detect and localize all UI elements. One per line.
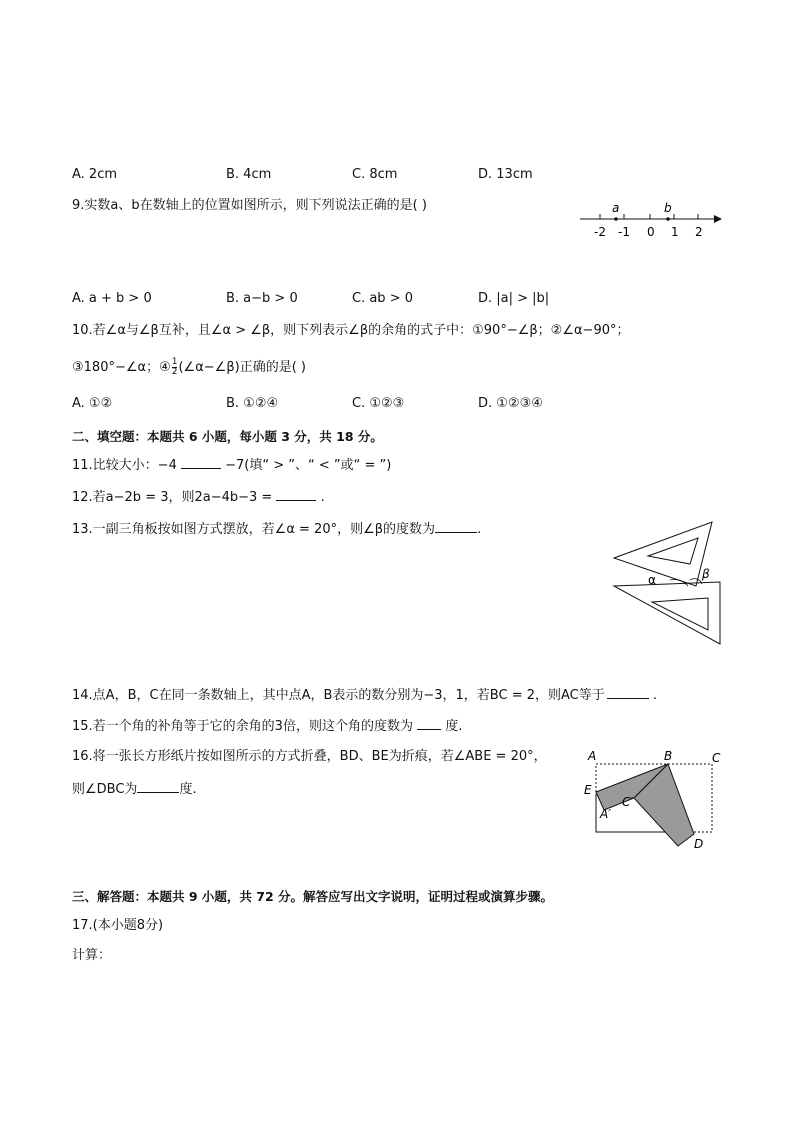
q9-option-b: B. a−b > 0 [226,291,298,306]
q16-line2-part2: 度. [179,782,197,797]
q12 [72,488,325,507]
q14 [72,686,657,705]
answer-blank[interactable] [276,488,316,501]
q10-stem-part2: (∠α−∠β)正确的是( ) [178,360,306,375]
q15-tail: 度. [445,719,463,734]
tick-label: -1 [618,225,630,239]
answer-blank[interactable] [137,780,179,793]
q14-stem: 14.点A，B，C在同一条数轴上，其中点A，B表示的数分别为−3，1，若BC = 2，则AC等于 [72,688,605,703]
q13-tail: . [477,522,482,537]
q10-option-a: A. ①② [72,396,113,411]
q10-option-c: C. ①②③ [352,396,405,411]
q16-line2-part1: 则∠DBC为 [72,782,138,797]
section-3-heading: 三、解答题：本题共 9 小题，共 72 分。解答应写出文字说明，证明过程或演算步骤。 [72,889,554,904]
label-A-prime: A′ [600,807,611,821]
q8-option-a: A. 2cm [72,167,118,182]
q13 [72,520,481,539]
q14-tail: . [652,688,658,703]
q15-stem: 15.若一个角的补角等于它的余角的3倍，则这个角的度数为 [72,719,413,734]
q15 [72,717,462,736]
q10-stem-line2 [72,358,306,377]
label-C: C [712,751,721,765]
label-C-prime: C′ [622,795,634,809]
q9-option-d: D. |a| > |b| [478,291,550,306]
q9-option-c: C. ab > 0 [352,291,413,306]
q8-option-c: C. 8cm [352,167,398,182]
label-A: A [588,749,597,763]
section-2-heading: 二、填空题：本题共 6 小题，每小题 3 分，共 18 分。 [72,429,383,444]
tick-label: 1 [671,225,679,239]
q10-fraction [172,358,178,377]
beta-label: β [702,567,710,581]
q9-option-a: A. a + b > 0 [72,291,152,306]
fraction-numerator: 1 [171,357,178,367]
alpha-label: α [648,573,656,587]
q8-option-b: B. 4cm [226,167,272,182]
label-E: E [584,783,592,797]
q17-sub: 计算： [72,948,112,963]
q11-part1: 11.比较大小：−4 [72,458,177,473]
triangle-rulers-figure [608,518,726,650]
q11-part2: −7(填“ > ”、“ < ”或“ = ”) [225,458,392,473]
tick-label: 0 [647,225,655,239]
label-D: D [694,837,704,850]
q10-option-d: D. ①②③④ [478,396,543,411]
point-a-label: a [612,201,620,215]
answer-blank[interactable] [181,456,221,469]
fraction-denominator: 2 [171,367,178,377]
folded-paper-figure [582,746,728,850]
q16-line2 [72,780,197,799]
point-b-label: b [664,201,672,215]
number-line-figure [576,198,726,242]
q10-stem-line1: 10.若∠α与∠β互补，且∠α > ∠β，则下列表示∠β的余角的式子中：①90°−∠β；②∠α−90°； [72,323,630,338]
label-B: B [664,749,673,763]
q10-option-b: B. ①②④ [226,396,279,411]
answer-blank[interactable] [435,520,477,533]
answer-blank[interactable] [607,686,649,699]
q12-part1: 12.若a−2b = 3，则2a−4b−3 = [72,490,273,505]
q8-option-d: D. 13cm [478,167,533,182]
q9-stem: 9.实数a、b在数轴上的位置如图所示，则下列说法正确的是( ) [72,198,427,213]
tick-label: 2 [695,225,703,239]
tick-label: -2 [594,225,606,239]
q10-stem-part1: ③180°−∠α；④ [72,360,171,375]
answer-blank[interactable] [417,717,441,730]
q13-stem: 13.一副三角板按如图方式摆放，若∠α = 20°，则∠β的度数为 [72,522,436,537]
q16-line1: 16.将一张长方形纸片按如图所示的方式折叠，BD、BE为折痕，若∠ABE = 20°， [72,749,547,764]
q12-part2: . [320,490,325,505]
q11 [72,456,391,475]
q17-title: 17.(本小题8分) [72,918,164,933]
